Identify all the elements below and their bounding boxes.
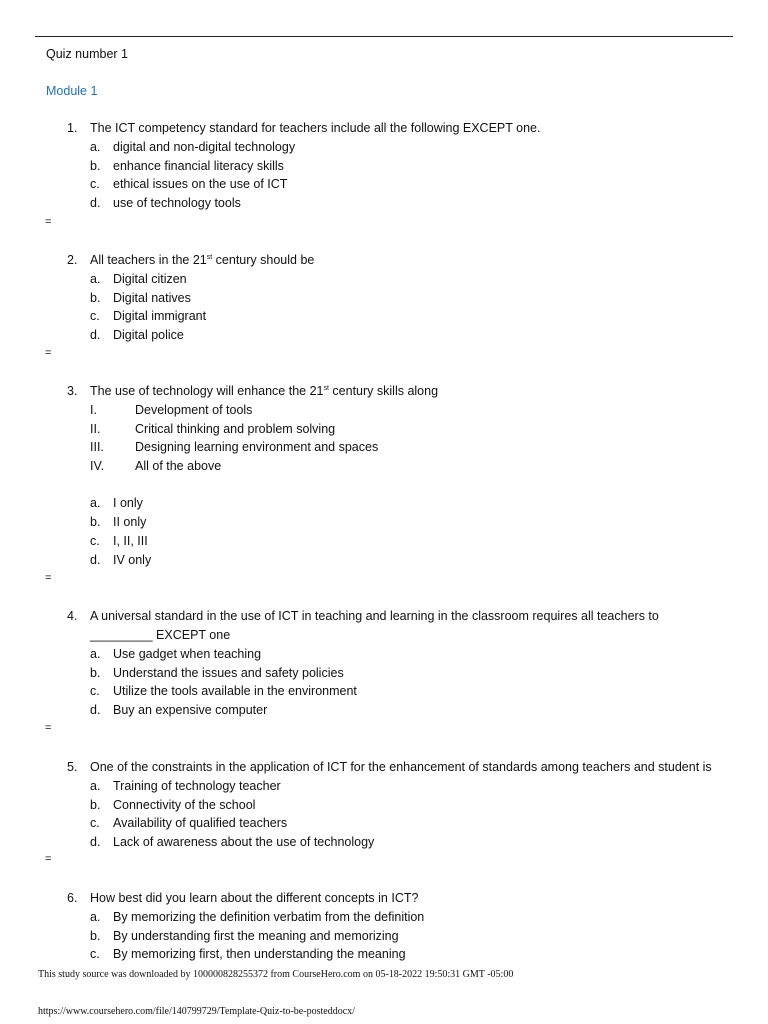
- option-letter: b.: [90, 515, 101, 530]
- option-text: Utilize the tools available in the environment: [113, 684, 357, 699]
- option-letter: c.: [90, 177, 100, 192]
- option-letter: d.: [90, 552, 101, 567]
- option-letter: c.: [90, 309, 100, 324]
- option-text: IV only: [113, 552, 152, 567]
- option-letter: d.: [90, 196, 101, 211]
- superscript: st: [323, 384, 329, 392]
- module-heading: Module 1: [46, 84, 98, 98]
- option-text: Buy an expensive computer: [113, 703, 268, 718]
- option-text: By understanding first the meaning and memorizing: [113, 928, 399, 943]
- question-text-continued: _________ EXCEPT one: [90, 628, 231, 642]
- option-letter: b.: [90, 928, 101, 943]
- question-4: [0, 609, 768, 722]
- option: [0, 177, 768, 196]
- roman-item: [0, 440, 768, 459]
- option-text: II only: [113, 515, 147, 530]
- option: [0, 798, 768, 817]
- separator-mark: =: [45, 216, 52, 228]
- option-text: I, II, III: [113, 533, 148, 548]
- roman-item: [0, 403, 768, 422]
- question-number: 1.: [67, 121, 78, 135]
- option: [0, 779, 768, 798]
- question-text: The ICT competency standard for teachers include all the following EXCEPT one.: [90, 121, 541, 135]
- source-url[interactable]: https://www.coursehero.com/file/140799729/Template-Quiz-to-be-posteddocx/: [38, 1006, 355, 1017]
- question-text: How best did you learn about the different concepts in ICT?: [90, 891, 419, 905]
- option: [0, 647, 768, 666]
- option: [0, 703, 768, 722]
- question-6: [0, 891, 768, 966]
- roman-text: All of the above: [135, 459, 222, 474]
- option-text: Digital immigrant: [113, 309, 207, 324]
- question-text: All teachers in the 21st century should be: [90, 253, 315, 267]
- roman-item: [0, 459, 768, 478]
- option-letter: b.: [90, 665, 101, 680]
- question-2: [0, 253, 768, 347]
- option: [0, 291, 768, 310]
- option-letter: c.: [90, 947, 100, 962]
- option: [0, 328, 768, 347]
- option: [0, 929, 768, 948]
- question-number: 6.: [67, 891, 78, 905]
- option-text: ethical issues on the use of ICT: [113, 177, 288, 192]
- option-text: Training of technology teacher: [113, 779, 281, 793]
- option-text: Use gadget when teaching: [113, 647, 262, 661]
- option-letter: c.: [90, 816, 100, 831]
- separator-mark: =: [45, 853, 52, 865]
- question-number: 3.: [67, 384, 78, 398]
- roman-text: Designing learning environment and spaces: [135, 440, 379, 455]
- option-text: Digital police: [113, 328, 184, 343]
- superscript: st: [206, 253, 213, 261]
- option: [0, 496, 768, 515]
- option-text: use of technology tools: [113, 196, 241, 211]
- option-text: Connectivity of the school: [113, 797, 256, 812]
- roman-numeral: IV.: [90, 459, 105, 474]
- top-rule: [35, 36, 733, 37]
- option: [0, 666, 768, 685]
- option-letter: a.: [90, 140, 101, 154]
- roman-text: Critical thinking and problem solving: [135, 421, 336, 436]
- roman-item: [0, 422, 768, 441]
- option-letter: d.: [90, 328, 101, 343]
- option: [0, 515, 768, 534]
- separator-mark: =: [45, 722, 52, 734]
- option-text: Availability of qualified teachers: [113, 816, 288, 831]
- option-letter: a.: [90, 779, 101, 793]
- separator-mark: =: [45, 347, 52, 359]
- option-text: Digital natives: [113, 290, 191, 305]
- quiz-title: Quiz number 1: [46, 47, 128, 61]
- option-letter: d.: [90, 835, 101, 850]
- option-text: Lack of awareness about the use of technology: [113, 835, 375, 850]
- option-letter: b.: [90, 290, 101, 305]
- question-5: [0, 760, 768, 854]
- download-source-note: This study source was downloaded by 100000828255372 from CourseHero.com on 05-18-2022 19:50:31 GMT -05:00: [38, 969, 514, 980]
- option-letter: b.: [90, 158, 101, 173]
- question-text: One of the constraints in the application of ICT for the enhancement of standards among teachers and student is: [90, 760, 712, 774]
- option-text: enhance financial literacy skills: [113, 158, 284, 173]
- option-text: digital and non-digital technology: [113, 140, 296, 154]
- roman-numeral: III.: [90, 440, 104, 455]
- roman-numeral: II.: [90, 421, 101, 436]
- option: [0, 309, 768, 328]
- option: [0, 816, 768, 835]
- option: [0, 196, 768, 215]
- option-letter: c.: [90, 684, 100, 699]
- option: [0, 835, 768, 854]
- question-text: A universal standard in the use of ICT in teaching and learning in the classroom requires all teachers to: [90, 609, 659, 623]
- option-letter: a.: [90, 647, 101, 661]
- option: [0, 272, 768, 291]
- option-letter: a.: [90, 910, 101, 924]
- option-letter: a.: [90, 272, 101, 286]
- option-letter: c.: [90, 533, 100, 548]
- option-text: Digital citizen: [113, 272, 187, 286]
- option-text: By memorizing the definition verbatim from the definition: [113, 910, 425, 924]
- question-1: [0, 121, 768, 215]
- option: [0, 534, 768, 553]
- option-text: I only: [113, 496, 143, 511]
- question-3: [0, 384, 768, 571]
- option: [0, 684, 768, 703]
- option: [0, 159, 768, 178]
- option-text: By memorizing first, then understanding the meaning: [113, 947, 406, 962]
- option-text: Understand the issues and safety policies: [113, 665, 344, 680]
- option: [0, 140, 768, 159]
- question-number: 5.: [67, 760, 78, 774]
- separator-mark: =: [45, 572, 52, 584]
- option-letter: d.: [90, 703, 101, 718]
- option-letter: a.: [90, 496, 101, 511]
- question-number: 4.: [67, 609, 78, 623]
- roman-numeral: I.: [90, 403, 97, 417]
- option: [0, 947, 768, 966]
- roman-text: Development of tools: [135, 403, 253, 417]
- option: [0, 910, 768, 929]
- option: [0, 553, 768, 572]
- question-text: The use of technology will enhance the 21st century skills along: [90, 384, 439, 398]
- question-number: 2.: [67, 253, 78, 267]
- option-letter: b.: [90, 797, 101, 812]
